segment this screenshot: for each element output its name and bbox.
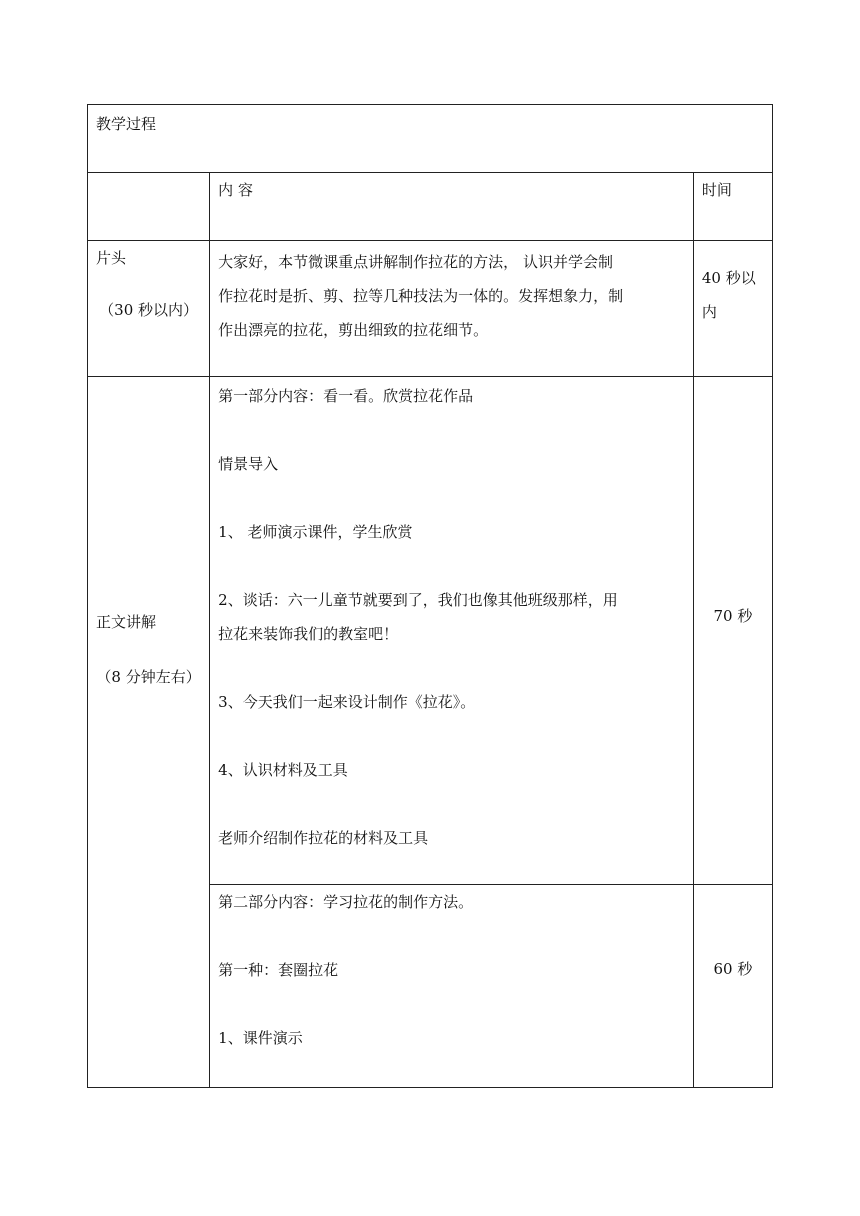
intro-time	[694, 241, 772, 329]
intro-time-line-1: 40 秒以	[701, 269, 756, 287]
part1-sub: 情景导入	[218, 455, 279, 473]
part1-item4: 4、认识材料及工具	[218, 761, 348, 779]
main-label: 正文讲解	[96, 613, 157, 631]
part1-item1: 1、 老师演示课件，学生欣赏	[218, 523, 413, 541]
part2-heading: 第二部分内容：学习拉花的制作方法。	[218, 893, 474, 911]
title-row	[88, 105, 773, 173]
intro-line-3: 作出漂亮的拉花，剪出细致的拉花细节。	[218, 321, 489, 339]
table-title: 教学过程	[96, 115, 157, 133]
intro-content-cell	[210, 241, 694, 377]
part2-sub: 第一种：套圈拉花	[218, 961, 339, 979]
header-content-label: 内 容	[218, 181, 253, 199]
part2-time: 60 秒	[713, 959, 753, 978]
part1-time: 70 秒	[713, 607, 753, 625]
intro-content	[210, 241, 693, 347]
header-time-label: 时间	[701, 181, 732, 199]
intro-time-cell	[693, 241, 772, 377]
title-cell	[88, 105, 773, 173]
part2-content	[210, 885, 693, 1055]
header-col3	[693, 173, 772, 241]
part2-content-cell	[210, 885, 694, 1088]
part1-content-cell	[210, 377, 694, 885]
header-col1	[88, 173, 210, 241]
part1-item2-line1: 2、谈话：六一儿童节就要到了，我们也像其他班级那样，用	[218, 591, 618, 609]
part1-content	[210, 379, 693, 855]
intro-row	[88, 241, 773, 377]
part2-time-cell	[693, 885, 772, 1088]
header-row	[88, 173, 773, 241]
intro-label-cell	[88, 241, 210, 377]
intro-label: 片头	[96, 249, 127, 267]
part2-item1: 1、课件演示	[218, 1029, 303, 1047]
part1-item5: 老师介绍制作拉花的材料及工具	[218, 829, 429, 847]
main-sublabel: （8 分钟左右）	[96, 668, 201, 686]
part1-item2-line2: 拉花来装饰我们的教室吧！	[218, 625, 399, 643]
intro-sublabel: （30 秒以内）	[99, 301, 199, 319]
header-col2	[210, 173, 694, 241]
part1-time-cell	[693, 377, 772, 885]
part1-item3: 3、今天我们一起来设计制作《拉花》。	[218, 693, 476, 711]
intro-time-line-2: 内	[701, 303, 717, 321]
part1-heading: 第一部分内容：看一看。欣赏拉花作品	[218, 387, 474, 405]
lesson-process-table	[87, 104, 773, 1088]
main-label-cell	[88, 377, 210, 1088]
intro-line-2: 作拉花时是折、剪、拉等几种技法为一体的。发挥想象力，制	[218, 287, 624, 305]
main-part1-row	[88, 377, 773, 885]
intro-line-1: 大家好，本节微课重点讲解制作拉花的方法， 认识并学会制	[218, 253, 613, 271]
